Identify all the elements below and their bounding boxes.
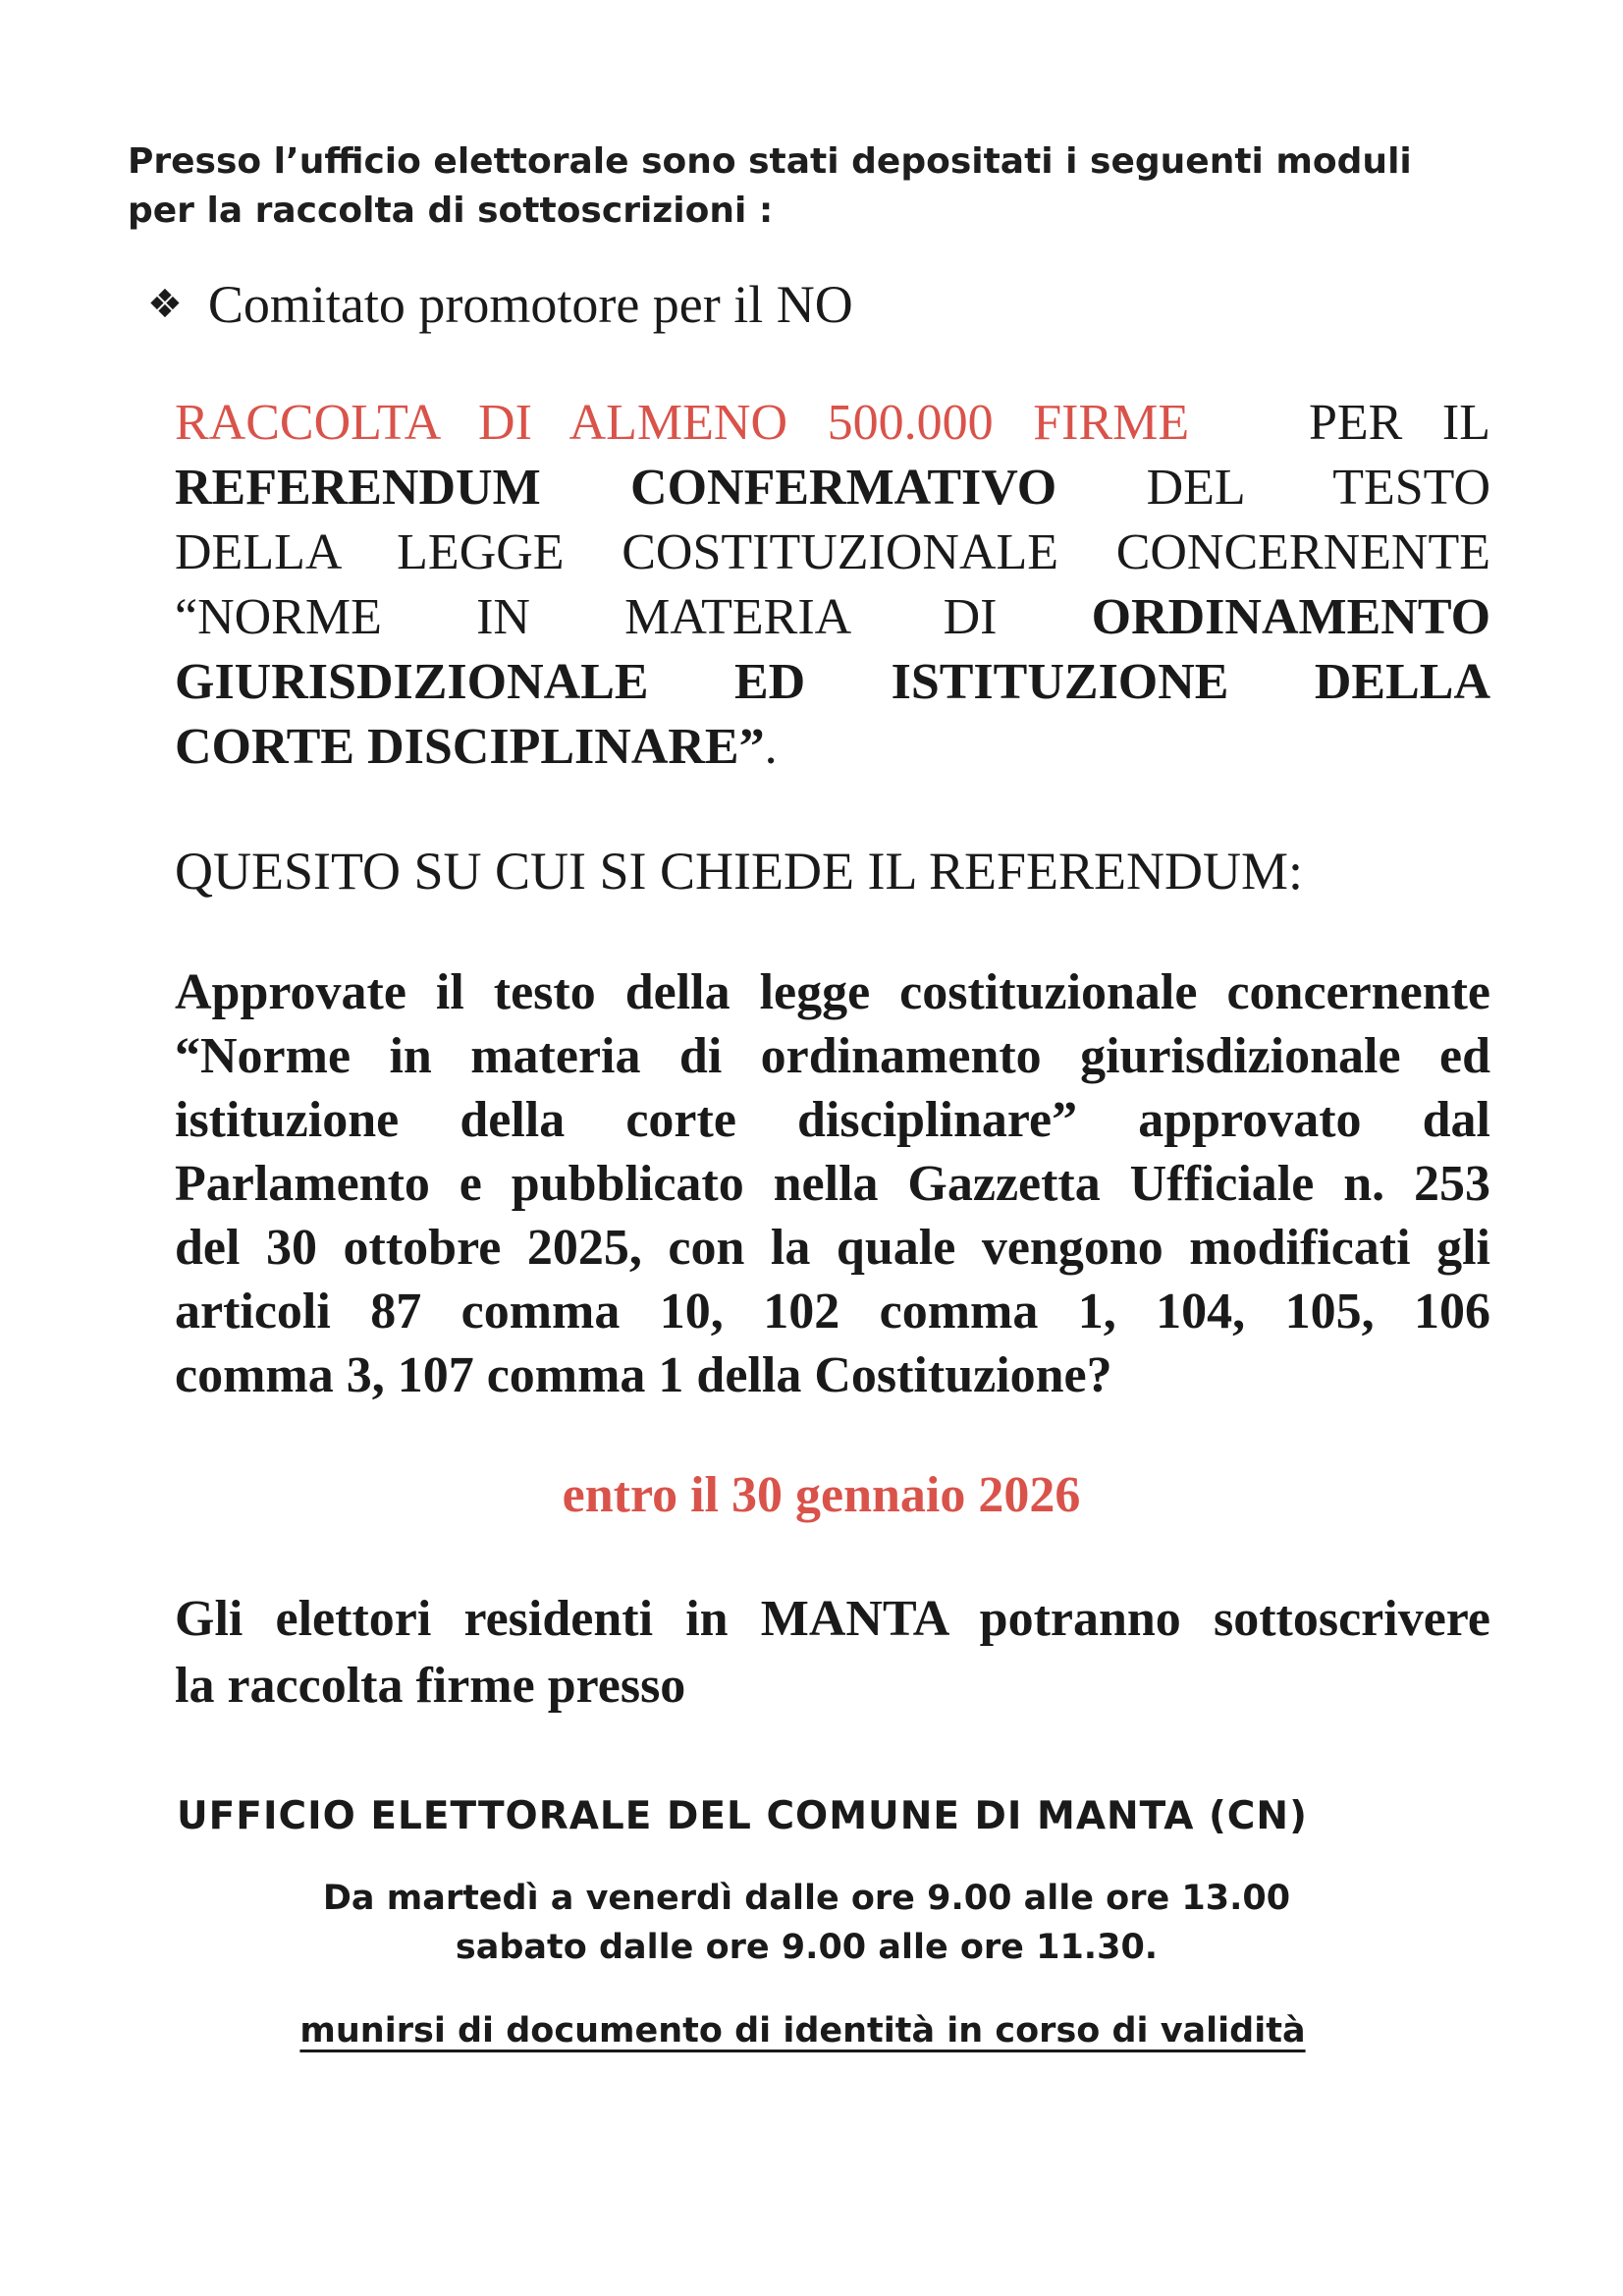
committee-label: Comitato promotore per il NO <box>207 275 853 334</box>
committee-item <box>147 270 853 339</box>
announcement-line-2 <box>175 456 1490 520</box>
question-line: comma 3, 107 comma 1 della Costituzione? <box>175 1347 1112 1403</box>
announcement-word: ED <box>733 654 806 710</box>
question-line: “Norme in materia di ordinamento giurisdizionale ed <box>175 1028 1490 1084</box>
corte-disciplinare-text: CORTE DISCIPLINARE” <box>175 719 765 775</box>
deadline-text: entro il 30 gennaio 2026 <box>562 1467 1081 1523</box>
announcement-word: ISTITUZIONE <box>891 654 1229 710</box>
announcement-line-1 <box>175 391 1490 456</box>
question-line: istituzione della corte disciplinare” approvato dal <box>175 1092 1490 1148</box>
announcement-word: GIURISDIZIONALE <box>175 654 649 710</box>
announcement-block <box>175 391 1490 780</box>
announcement-line-6 <box>175 715 1490 780</box>
announcement-word: IL <box>1441 395 1490 451</box>
residents-block <box>175 1586 1490 1720</box>
announcement-word: COSTITUZIONALE <box>622 524 1059 580</box>
question-line: Parlamento e pubblicato nella Gazzetta Ufficiale n. 253 <box>175 1156 1490 1212</box>
hours-saturday: sabato dalle ore 9.00 alle ore 11.30. <box>455 1928 1159 1967</box>
residents-line-1: Gli elettori residenti in MANTA potranno sottoscrivere <box>175 1591 1490 1647</box>
announcement-word: IN <box>476 589 530 645</box>
intro-line-1: Presso l’ufficio elettorale sono stati depositati i seguenti moduli <box>128 141 1412 182</box>
question-line: del 30 ottobre 2025, con la quale vengono modificati gli <box>175 1220 1490 1276</box>
announcement-word: PER <box>1308 395 1403 451</box>
announcement-period: . <box>764 719 778 775</box>
announcement-word: “NORME <box>175 589 382 645</box>
announcement-word: CONCERNENTE <box>1115 524 1491 580</box>
announcement-word: LEGGE <box>397 524 565 580</box>
intro-paragraph <box>128 137 1502 236</box>
announcement-word: DEL <box>1146 460 1244 516</box>
opening-hours <box>0 1874 1623 1972</box>
intro-line-2: per la raccolta di sottoscrizioni : <box>128 191 774 231</box>
quesito-heading: QUESITO SU CUI SI CHIEDE IL REFERENDUM: <box>175 842 1304 901</box>
announcement-line-4 <box>175 585 1490 650</box>
hours-weekdays: Da martedì a venerdì dalle ore 9.00 alle ore 13.00 <box>322 1879 1291 1918</box>
announcement-word: DELLA <box>1314 654 1491 710</box>
id-notice-text: munirsi di documento di identità in corso di validità <box>299 2011 1306 2050</box>
deadline <box>0 1461 1623 1530</box>
id-notice <box>0 2006 1623 2055</box>
announcement-word: TESTO <box>1332 460 1491 516</box>
ordinamento-word: ORDINAMENTO <box>1091 589 1491 645</box>
office-name: UFFICIO ELETTORALE DEL COMUNE DI MANTA (CN) <box>177 1794 1308 1838</box>
announcement-line-3 <box>175 520 1490 585</box>
question-line: Approvate il testo della legge costituzionale concernente <box>175 964 1490 1020</box>
referendum-word: REFERENDUM <box>175 460 541 516</box>
question-line: articoli 87 comma 10, 102 comma 1, 104, 105, 106 <box>175 1284 1490 1339</box>
announcement-line-5 <box>175 650 1490 715</box>
announcement-word: DELLA <box>175 524 340 580</box>
question-block <box>175 960 1490 1407</box>
four-diamond-bullet-icon: ❖ <box>147 282 183 327</box>
signature-goal: RACCOLTA DI ALMENO 500.000 FIRME <box>175 395 1190 451</box>
announcement-word: MATERIA <box>624 589 849 645</box>
confermativo-word: CONFERMATIVO <box>630 460 1057 516</box>
announcement-word: DI <box>943 589 998 645</box>
residents-line-2: la raccolta firme presso <box>175 1658 686 1714</box>
